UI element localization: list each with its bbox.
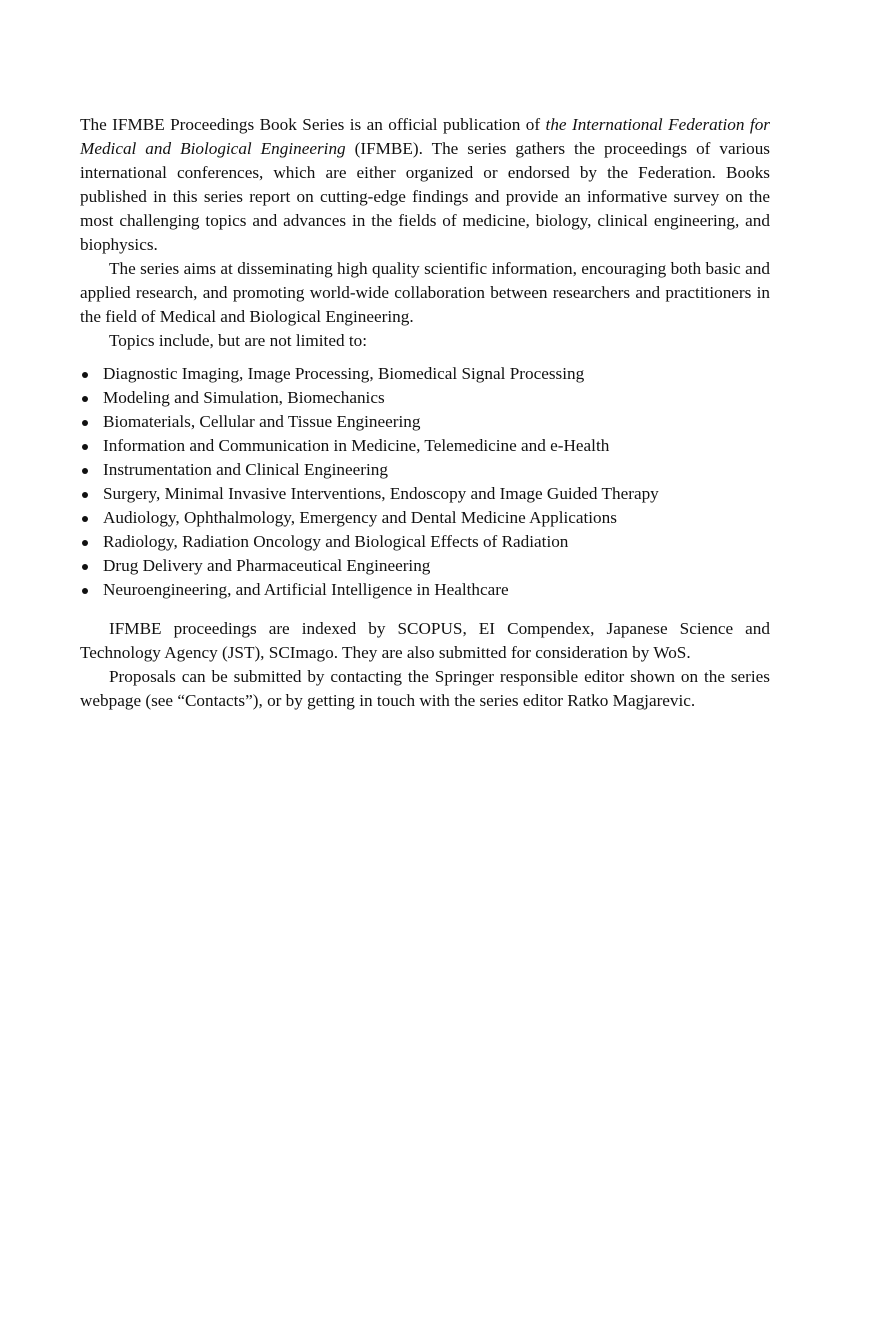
topic-label: Radiology, Radiation Oncology and Biological Effects of Radiation (103, 532, 569, 551)
list-item (80, 506, 770, 530)
list-item (80, 410, 770, 434)
list-item (80, 434, 770, 458)
list-item (80, 386, 770, 410)
list-item (80, 578, 770, 602)
intro-text-end: (IFMBE). The series gathers the proceedings of various international conferences, which are either organized or endorsed by the Federation. Books published in this series report on cutting-edge findings and provide an informative survey on the most challenging topics and advances in the fields of medicine, biology, clinical engineering, and biophysics. (80, 139, 770, 254)
bullet-icon (82, 444, 88, 450)
topics-intro: Topics include, but are not limited to: (109, 331, 367, 350)
topics-list (80, 362, 770, 602)
topic-label: Information and Communication in Medicine, Telemedicine and e-Health (103, 436, 610, 455)
proposals-paragraph: Proposals can be submitted by contacting the Springer responsible editor shown on the series webpage (see “Contacts”), or by getting in touch with the series editor Ratko Magjarevic. (80, 667, 770, 710)
topic-label: Audiology, Ophthalmology, Emergency and Dental Medicine Applications (103, 508, 617, 527)
list-item (80, 554, 770, 578)
bullet-icon (82, 564, 88, 570)
bullet-icon (82, 492, 88, 498)
topic-label: Modeling and Simulation, Biomechanics (103, 388, 385, 407)
intro-text-start: The IFMBE Proceedings Book Series is an official publication of (80, 115, 546, 134)
bullet-icon (82, 420, 88, 426)
topic-label: Biomaterials, Cellular and Tissue Engineering (103, 412, 421, 431)
bullet-icon (82, 396, 88, 402)
topic-label: Surgery, Minimal Invasive Interventions, Endoscopy and Image Guided Therapy (103, 484, 659, 503)
document-page (80, 113, 770, 713)
list-item (80, 362, 770, 386)
indexing-paragraph: IFMBE proceedings are indexed by SCOPUS, EI Compendex, Japanese Science and Technology Agency (JST), SCImago. They are also submitted for consideration by WoS. (80, 619, 770, 662)
topic-label: Drug Delivery and Pharmaceutical Engineering (103, 556, 431, 575)
bullet-icon (82, 372, 88, 378)
bullet-icon (82, 516, 88, 522)
list-item (80, 458, 770, 482)
bullet-icon (82, 540, 88, 546)
aims-paragraph: The series aims at disseminating high quality scientific information, encouraging both basic and applied research, and promoting world-wide collaboration between researchers and practitioners in the field of Medical and Biological Engineering. (80, 259, 770, 326)
bullet-icon (82, 588, 88, 594)
list-item (80, 530, 770, 554)
bullet-icon (82, 468, 88, 474)
list-item (80, 482, 770, 506)
topic-label: Neuroengineering, and Artificial Intelligence in Healthcare (103, 580, 509, 599)
intro-paragraph (80, 113, 770, 257)
ifmbe-full-name: the International Federation for Medical and Biological Engineering (80, 115, 770, 158)
topic-label: Instrumentation and Clinical Engineering (103, 460, 388, 479)
topic-label: Diagnostic Imaging, Image Processing, Biomedical Signal Processing (103, 364, 585, 383)
